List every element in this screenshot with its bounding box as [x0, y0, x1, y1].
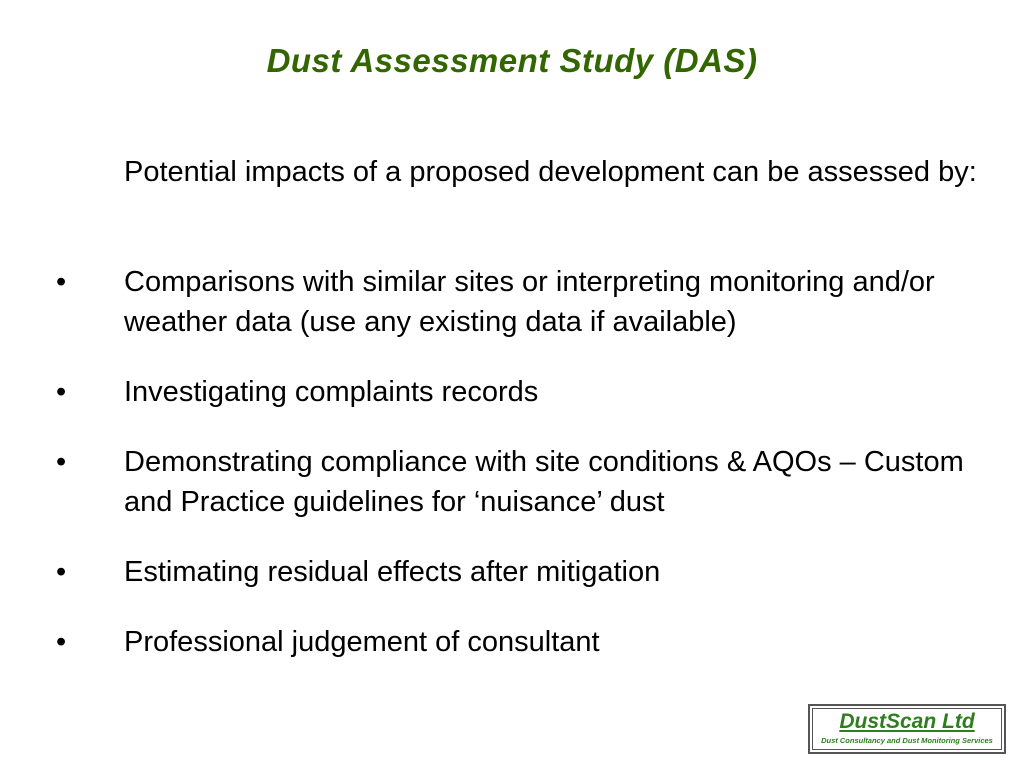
bullet-text: Investigating complaints records: [124, 376, 539, 408]
bullet-marker: •: [56, 376, 67, 408]
logo-frame: [812, 708, 1002, 750]
bullet-marker: •: [56, 266, 67, 298]
bullet-marker: •: [56, 626, 67, 658]
bullet-text: Professional judgement of consultant: [124, 626, 600, 658]
bullet-marker: •: [56, 556, 67, 588]
intro-text: Potential impacts of a proposed development can be assessed by:: [124, 156, 977, 188]
bullet-text: Estimating residual effects after mitigation: [124, 556, 661, 588]
slide-title: Dust Assessment Study (DAS): [266, 42, 758, 79]
logo-tagline: Dust Consultancy and Dust Monitoring Services: [821, 736, 993, 745]
company-logo: [808, 704, 1006, 754]
bullet-text: Comparisons with similar sites or interpreting monitoring and/or weather data (use any existing data if available): [124, 266, 935, 338]
bullet-text: Demonstrating compliance with site conditions & AQOs – Custom and Practice guidelines for ‘nuisance’ dust: [124, 446, 964, 518]
logo-name: DustScan Ltd: [839, 710, 975, 733]
bullet-marker: •: [56, 446, 67, 478]
